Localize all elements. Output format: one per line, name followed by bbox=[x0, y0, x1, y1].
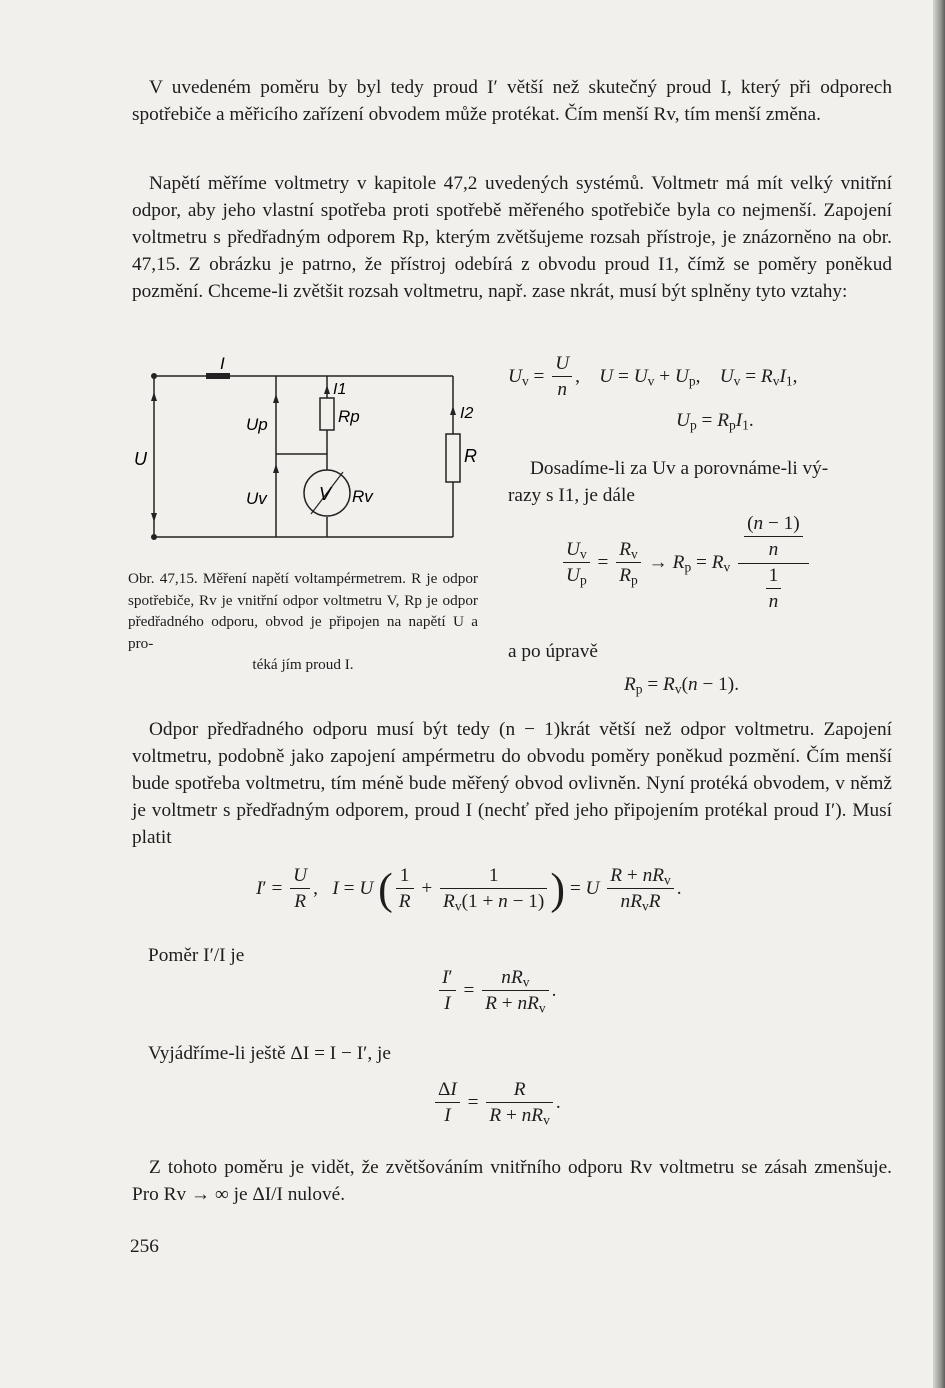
text-vyjadrime: Vyjádříme-li ještě ΔI = I − I′, je bbox=[148, 1043, 391, 1064]
page-number: 256 bbox=[130, 1236, 159, 1257]
paragraph-2: Napětí měříme voltmetry v kapitole 47,2 uvedených systémů. Voltmetr má mít velký vnitřní odpor, aby jeho vlastní spotřeba proti spotřebě měřeného spotřebiče byla co nejmenší. Zapojení voltmetru s předřadným odporem Rp, kterým zvětšujeme rozsah přístroje, je znázorněno na obr. 47,15. Z obrázku je patrno, že přístroj odebírá z obvodu proud I1, čímž se poměry poněkud pozmění. Chceme-li zvětšit rozsah voltmetru, např. zase nkrát, musí být splněny tyto vztahy: bbox=[132, 173, 892, 302]
label-Up: Up bbox=[246, 415, 268, 434]
label-Uv: Uv bbox=[246, 489, 267, 508]
paragraph-1: V uvedeném poměru by byl tedy proud I′ větší než skutečný proud I, který při odporech spotřebiče a měřicího zařízení obvodem může protékat. Čím menší Rv, tím menší změna. bbox=[132, 77, 892, 125]
paragraph-4: Z tohoto poměru je vidět, že zvětšováním vnitřního odporu Rv voltmetru se zásah zmenšuje. Pro Rv → ∞ je ΔI/I nulové. bbox=[132, 1157, 892, 1205]
text-a-po-uprave: a po úpravě bbox=[508, 641, 598, 662]
figure-caption bbox=[128, 568, 478, 676]
label-Rp: Rp bbox=[338, 407, 360, 426]
label-I: I bbox=[220, 354, 225, 373]
text-dosadime-2: razy s I1, je dále bbox=[508, 485, 635, 506]
label-U: U bbox=[134, 449, 147, 469]
text-pomer: Poměr I′/I je bbox=[148, 945, 245, 966]
equation-2: $U_p = R_pI_1$. bbox=[676, 410, 754, 433]
page-edge-shadow bbox=[933, 0, 945, 1388]
resistor-rp bbox=[320, 398, 334, 430]
equation-4: $R_p = R_v(n - 1)$. bbox=[624, 674, 740, 697]
equation-7: $\frac{\Delta I}{I}$ = $\frac{R}{R + nR_v}$ . bbox=[432, 1078, 561, 1129]
label-R: R bbox=[464, 446, 477, 466]
equation-6: $\frac{I'}{I}$ = $\frac{nR_v}{R + nR_v}$ . bbox=[436, 966, 556, 1017]
equation-1: $U_v$ = $\frac{U}{n}$ , $U = U_v + U_p$, $U_v = R_vI_1$, bbox=[508, 353, 798, 400]
equation-3: $\frac{U_v}{U_p}$ = $\frac{R_v}{R_p}$ → $R_p = R_v$ $\frac{\frac{(n - 1)}{n}}{\frac{1}{n}}$ bbox=[560, 512, 812, 615]
resistor-r bbox=[446, 434, 460, 482]
label-I1: I1 bbox=[333, 381, 347, 398]
label-I2: I2 bbox=[460, 405, 474, 422]
caption-last-line: téká jím proud I. bbox=[252, 656, 354, 673]
paragraph-3: Odpor předřadného odporu musí být tedy (n − 1)krát větší než odpor voltmetru. Zapojení voltmetru, podobně jako zapojení ampérmetru do obvodu poměry poněkud pozmění. Čím menší bude spotřeba voltmetru, tím méně bude měřený obvod ovlivněn. Nyní protéká obvodem, v němž je voltmetr s předřadným odporem, proud I (nechť před jeho připojením protékal proud I′). Musí platit bbox=[132, 719, 892, 848]
label-V: V bbox=[319, 484, 332, 504]
circuit-diagram bbox=[128, 352, 488, 552]
equation-5: I′ = $\frac{U}{R}$ , I = U ( $\frac{1}{R}$ + $\frac{1}{R_v(1 + n - 1)}$ ) = U $\frac{R + nR_v}{nR_vR}$ . bbox=[256, 864, 682, 914]
text-dosadime-1: Dosadíme-li za Uv a porovnáme-li vý- bbox=[530, 458, 829, 479]
caption-main: Obr. 47,15. Měření napětí voltampérmetrem. R je odpor spotřebiče, Rv je vnitřní odpor voltmetru V, Rp je odpor předřadného odporu, obvod je připojen na napětí U a pro- bbox=[128, 570, 478, 652]
label-Rv: Rv bbox=[352, 487, 373, 506]
